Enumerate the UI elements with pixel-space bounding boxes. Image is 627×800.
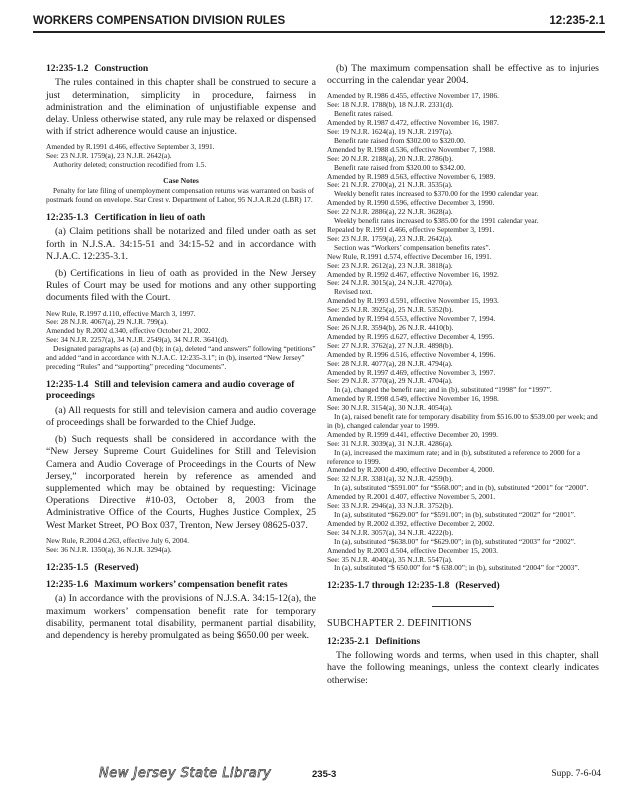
section-1-6-para-b: (b) The maximum compensation shall be effective as to injuries occurring in the calendar year 2004. [327, 63, 599, 87]
history-note: See: 36 N.J.R. 1350(a), 36 N.J.R. 3294(a). [46, 544, 172, 554]
history-note: Designated paragraphs as (a) and (b); in (a), deleted “and answers” following “petitions” and added “and in accordance with N.J.A.C. 12:235-3.1”; in (b), inserted “New Jersey” preceding “Rules” and “supporting” preceding “documents”. [46, 344, 316, 372]
history-note: Revised text. [334, 287, 373, 297]
section-heading-1-7-1-8: 12:235-1.7 through 12:235-1.8 (Reserved) [327, 580, 500, 592]
history-note: See: 33 N.J.R. 2946(a), 33 N.J.R. 3752(b). [327, 501, 454, 511]
history-note: Authority deleted; construction recodified from 1.5. [53, 160, 207, 170]
history-note: See: 34 N.J.R. 3057(a), 34 N.J.R. 4222(b). [327, 527, 454, 537]
page-number: 235-3 [312, 769, 337, 780]
history-note: See: 19 N.J.R. 1624(a), 19 N.J.R. 2197(a). [327, 127, 453, 137]
history-note: In (a), substituted “$638.00” for “$629.00”; in (b), substituted “2003” for “2002”. [334, 536, 576, 546]
history-note: See: 29 N.J.R. 3770(a), 29 N.J.R. 4704(a). [327, 376, 453, 386]
case-notes-heading: Case Notes [163, 176, 199, 186]
library-stamp: New Jersey State Library [99, 766, 272, 781]
supplement-date: Supp. 7-6-04 [551, 769, 601, 779]
case-note: Penalty for late filing of unemployment compensation returns was warranted on basis of postmark found on envelope. Star Crest v. Department of Labor, 95 N.J.A.R.2d (LBR) 17. [46, 186, 315, 205]
history-note: Weekly benefit rates increased to $385.00 for the 1991 calendar year. [334, 216, 539, 226]
history-note: Amended by R.1986 d.455, effective November 17, 1986. [327, 91, 499, 101]
history-note: Amended by R.1988 d.536, effective November 7, 1988. [327, 144, 496, 154]
history-note: Amended by R.2000 d.490, effective December 4, 2000. [327, 465, 495, 475]
section-1-3-para-a: (a) Claim petitions shall be notarized and filed under oath as set forth in N.J.S.A. 34:15-51 and 34:15-52 and in accordance with N.J.A.C. 12:235-3.1. [46, 226, 316, 262]
section-heading-2-1: 12:235-2.1 Definitions [327, 635, 421, 647]
section-heading-1-6: 12:235-1.6 Maximum workers’ compensation benefit rates [46, 578, 288, 590]
history-note: See: 21 N.J.R. 2700(a), 21 N.J.R. 3535(a). [327, 180, 453, 190]
section-heading-1-3: 12:235-1.3 Certification in lieu of oath [46, 211, 206, 223]
history-note: See: 31 N.J.R. 3039(a), 31 N.J.R. 4286(a). [327, 438, 453, 448]
history-note: See: 23 N.J.R. 1759(a), 23 N.J.R. 2642(a). [327, 233, 453, 243]
history-note: See: 24 N.J.R. 3015(a), 24 N.J.R. 4270(a). [327, 278, 453, 288]
history-note: Amended by R.1990 d.596, effective December 3, 1990. [327, 198, 495, 208]
history-note: See: 23 N.J.R. 2612(a), 23 N.J.R. 3818(a). [327, 260, 453, 270]
history-note: Amended by R.1999 d.441, effective December 20, 1999. [327, 429, 499, 439]
history-note: Benefit rate raised from $302.00 to $320.00. [334, 135, 466, 145]
history-note: See: 34 N.J.R. 2257(a), 34 N.J.R. 2549(a), 34 N.J.R. 3641(d). [46, 335, 229, 345]
history-note: New Rule, R.1997 d.110, effective March 3, 1997. [46, 308, 196, 318]
section-1-4-para-b: (b) Such requests shall be considered in accordance with the “New Jersey Supreme Court Guidelines for Still and Television Camera and Audio Coverage of Proceedings in the Courts of New Jersey,” incorporated herein by reference as amended and supplemented which may be obtained by requesting: Vicinage Operations Directive #10-03, October 8, 2003 from the Administrative Office of the Courts, Hughes Justice Complex, 25 West Market Street, PO Box 037, Trenton, New Jersey 08625-037. [46, 434, 316, 531]
history-note: See: 23 N.J.R. 1759(a), 23 N.J.R. 2642(a). [46, 151, 172, 161]
history-note: Amended by R.1996 d.516, effective November 4, 1996. [327, 349, 496, 359]
header-section-number: 12:235-2.1 [549, 15, 605, 27]
section-1-3-para-b: (b) Certifications in lieu of oath as provided in the New Jersey Rules of Court may be used for motions and any other supporting documents filed with the Court. [46, 267, 316, 304]
left-column [46, 63, 316, 644]
section-heading-1-5: 12:235-1.5 (Reserved) [46, 561, 139, 573]
history-note: See: 18 N.J.R. 1788(b), 18 N.J.R. 2331(d). [327, 100, 454, 110]
section-heading-1-2: 12:235-1.2 Construction [46, 63, 149, 74]
section-2-1-body: The following words and terms, when used in this chapter, shall have the following meanings, unless the context clearly indicates otherwise: [327, 650, 599, 686]
history-note: See: 28 N.J.R. 4067(a), 29 N.J.R. 799(a). [46, 317, 168, 327]
history-note: Amended by R.1987 d.472, effective November 16, 1987. [327, 118, 499, 128]
history-note: New Rule, R.1991 d.574, effective December 16, 1991. [327, 251, 492, 261]
subchapter-heading: SUBCHAPTER 2. DEFINITIONS [327, 617, 472, 629]
history-note: See: 22 N.J.R. 2886(a), 22 N.J.R. 3628(a). [327, 207, 453, 217]
section-1-6-para-a: (a) In accordance with the provisions of N.J.S.A. 34:15-12(a), the maximum workers’ compensation benefit rate for temporary disability, permanent total disability, permanent partial disability, and dependency is hereby promulgated as being $650.00 per week. [46, 593, 316, 641]
history-note: Amended by R.2002 d.340, effective October 21, 2002. [46, 326, 211, 336]
section-heading-1-4: 12:235-1.4 Still and television camera and audio coverage of proceedings [46, 378, 295, 402]
header-title: WORKERS COMPENSATION DIVISION RULES [33, 15, 286, 27]
page-footer [0, 766, 627, 784]
history-notes-1-6 [327, 92, 599, 573]
history-note: Section was “Workers’ compensation benefits rates”. [334, 242, 491, 252]
history-note: New Rule, R.2004 d.263, effective July 6, 2004. [46, 535, 189, 545]
history-note: In (a), raised benefit rate for temporary disability from $516.00 to $539.00 per week; and in (b), changed calendar year to 1999. [327, 412, 598, 430]
history-note: Amended by R.1992 d.467, effective November 16, 1992. [327, 269, 499, 279]
history-note: Benefit rate raised from $320.00 to $342.00. [334, 162, 466, 172]
history-note: See: 35 N.J.R. 4040(a), 35 N.J.R. 5547(a). [327, 554, 453, 564]
history-note: Amended by R.1994 d.553, effective November 7, 1994. [327, 314, 496, 324]
history-note: See: 28 N.J.R. 4077(a), 28 N.J.R. 4794(a). [327, 358, 453, 368]
history-note: See: 27 N.J.R. 3762(a), 27 N.J.R. 4898(b). [327, 340, 454, 350]
history-note: Amended by R.2001 d.407, effective November 5, 2001. [327, 492, 496, 502]
history-note: See: 20 N.J.R. 2188(a), 20 N.J.R. 2786(b). [327, 153, 454, 163]
history-note: Amended by R.1998 d.549, effective November 16, 1998. [327, 394, 499, 404]
section-1-4-para-a: (a) All requests for still and television camera and audio coverage of proceedings shall be forwarded to the Chief Judge. [46, 404, 316, 428]
history-note: Weekly benefit rates increased to $370.00 for the 1990 calendar year. [334, 189, 539, 199]
section-1-2-body: The rules contained in this chapter shall be construed to secure a just determination, simplicity in procedure, fairness in administration and the elimination of unjustifiable expense and delay. Unless otherwise stated, any rule may be relaxed or dispensed with if strict adherence would cause an injustice. [46, 77, 316, 138]
history-note: In (a), substituted “$629.00” for “$591.00”; in (b), substituted “2002” for “2001”. [334, 510, 576, 519]
history-note: See: 25 N.J.R. 3925(a), 25 N.J.R. 5352(b). [327, 305, 454, 315]
history-note: In (a), substituted “$ 650.00” for “$ 638.00”; in (b), substituted “2004” for “2003”. [334, 563, 580, 573]
history-note: Amended by R.2002 d.392, effective December 2, 2002. [327, 518, 495, 528]
history-note: Amended by R.1991 d.466, effective September 3, 1991. [46, 142, 215, 152]
history-note: In (a), increased the maximum rate; and in (b), substituted a reference to 2000 for a reference to 1999. [327, 447, 581, 466]
history-note: See: 32 N.J.R. 3381(a), 32 N.J.R. 4259(b). [327, 474, 454, 484]
history-note: Amended by R.1997 d.469, effective November 3, 1997. [327, 367, 496, 377]
history-note: Repealed by R.1991 d.466, effective September 3, 1991. [327, 225, 495, 234]
history-note: In (a), substituted “$591.00” for “$568.00”; and in (b), substituted “2001” for “2000”. [334, 483, 589, 493]
history-note: See: 30 N.J.R. 3154(a), 30 N.J.R. 4054(a). [327, 403, 453, 413]
history-note: Amended by R.1995 d.627, effective December 4, 1995. [327, 331, 495, 341]
running-header [33, 13, 605, 33]
history-note: In (a), changed the benefit rate; and in (b), substituted “1998” for “1997”. [334, 385, 552, 395]
history-note: Benefit rates raised. [334, 109, 393, 119]
history-note: See: 26 N.J.R. 3594(b), 26 N.J.R. 4410(b). [327, 322, 454, 332]
right-column [327, 63, 599, 689]
history-note: Amended by R.1993 d.591, effective November 15, 1993. [327, 296, 499, 306]
history-note: Amended by R.1989 d.563, effective November 6, 1989. [327, 171, 496, 181]
history-note: Amended by R.2003 d.504, effective December 15, 2003. [327, 545, 499, 555]
